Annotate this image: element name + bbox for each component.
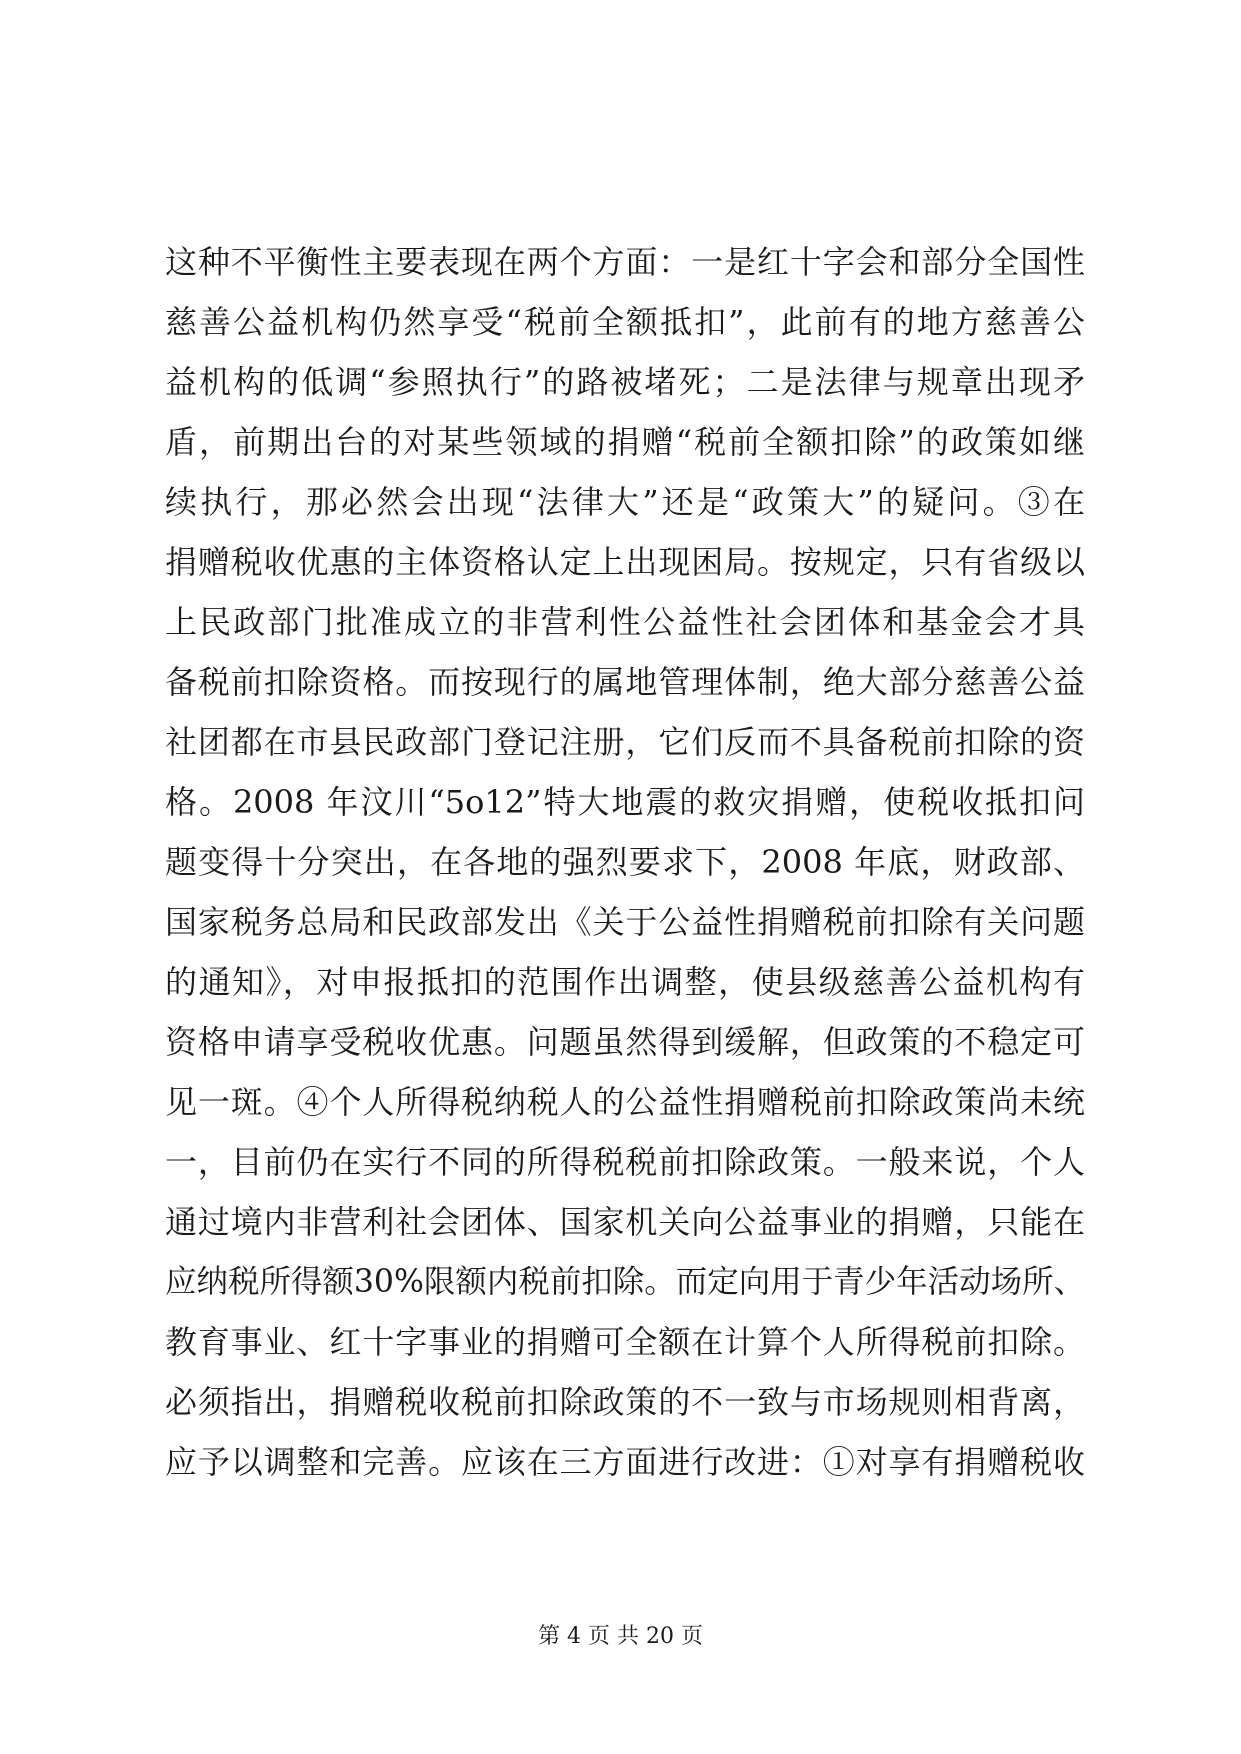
- body-paragraph: [165, 232, 1085, 1492]
- text-line: 这种不平衡性主要表现在两个方面：一是红十字会和部分全国性: [165, 243, 1085, 281]
- text-line: 资格申请享受税收优惠。问题虽然得到缓解，但政策的不稳定可: [165, 1023, 1085, 1061]
- text-line: 见一斑。④个人所得税纳税人的公益性捐赠税前扣除政策尚未统: [165, 1083, 1085, 1121]
- text-line: 一，目前仍在实行不同的所得税税前扣除政策。一般来说，个人: [165, 1143, 1085, 1181]
- text-line: 题变得十分突出，在各地的强烈要求下，2008 年底，财政部、: [165, 843, 1085, 881]
- text-line: 格。2008 年汶川“5o12”特大地震的救灾捐赠，使税收抵扣问: [165, 783, 1085, 821]
- text-line: 教育事业、红十字事业的捐赠可全额在计算个人所得税前扣除。: [165, 1323, 1085, 1361]
- page-number-footer: 第 4 页 共 20 页: [538, 1624, 703, 1649]
- text-line: 应予以调整和完善。应该在三方面进行改进：①对享有捐赠税收: [165, 1443, 1085, 1481]
- text-line: 国家税务总局和民政部发出《关于公益性捐赠税前扣除有关问题: [165, 903, 1085, 941]
- text-line: 益机构的低调“参照执行”的路被堵死；二是法律与规章出现矛: [165, 363, 1085, 401]
- text-line: 的通知》，对申报抵扣的范围作出调整，使县级慈善公益机构有: [165, 963, 1085, 1001]
- text-line: 盾，前期出台的对某些领域的捐赠“税前全额扣除”的政策如继: [165, 423, 1085, 461]
- text-line: 续执行，那必然会出现“法律大”还是“政策大”的疑问。③在: [165, 483, 1085, 521]
- text-line: 慈善公益机构仍然享受“税前全额抵扣”，此前有的地方慈善公: [165, 303, 1085, 341]
- text-line: 社团都在市县民政部门登记注册，它们反而不具备税前扣除的资: [165, 723, 1085, 761]
- text-line: 应纳税所得额30%限额内税前扣除。而定向用于青少年活动场所、: [165, 1264, 1086, 1300]
- text-line: 上民政部门批准成立的非营利性公益性社会团体和基金会才具: [165, 603, 1085, 641]
- text-line: 备税前扣除资格。而按现行的属地管理体制，绝大部分慈善公益: [165, 663, 1085, 701]
- text-line: 必须指出，捐赠税收税前扣除政策的不一致与市场规则相背离，: [165, 1383, 1085, 1421]
- text-line: 捐赠税收优惠的主体资格认定上出现困局。按规定，只有省级以: [165, 543, 1085, 581]
- text-line: 通过境内非营利社会团体、国家机关向公益事业的捐赠，只能在: [165, 1203, 1085, 1241]
